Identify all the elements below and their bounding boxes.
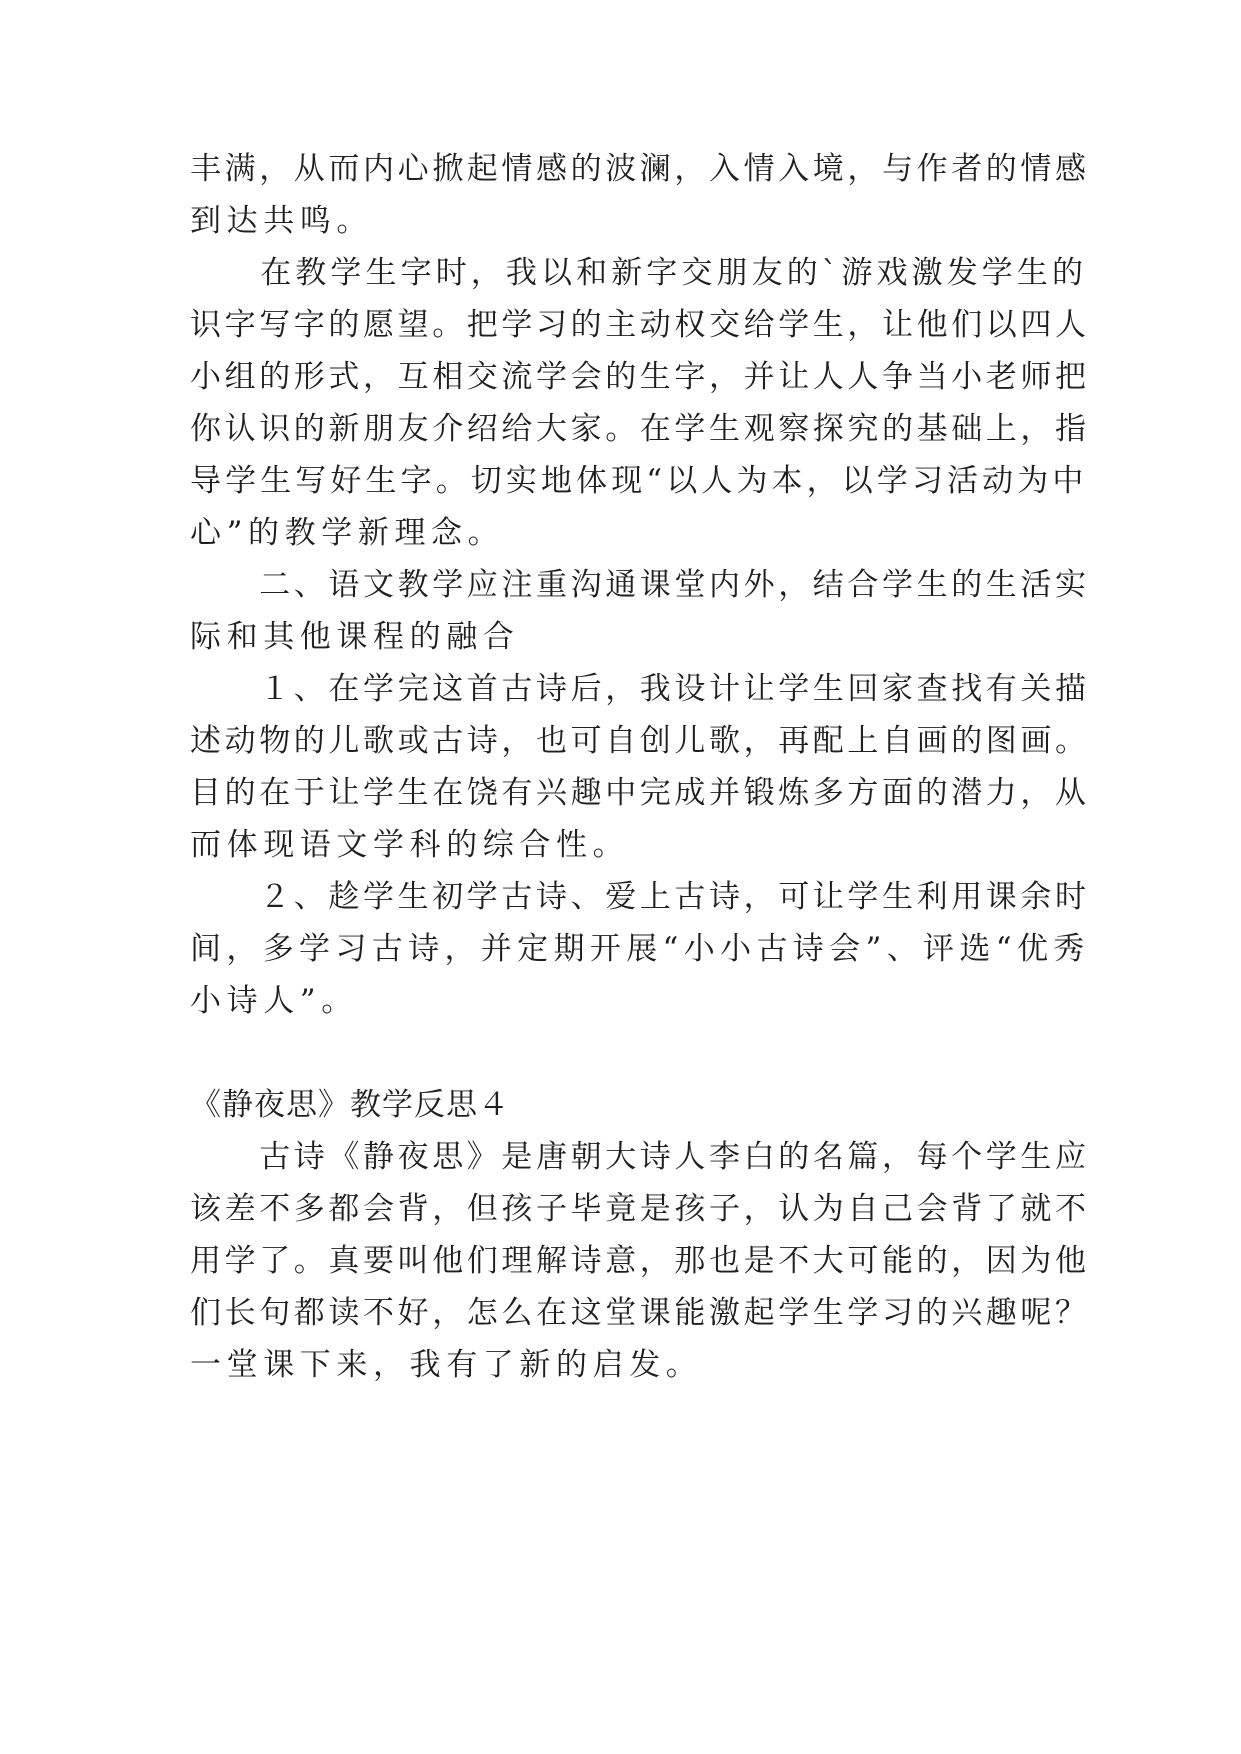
body-text-line: 小诗人”。 <box>190 983 358 1019</box>
body-text-line: ２、趁学生初学古诗、爱上古诗，可让学生利用课余时 <box>190 879 1090 915</box>
body-text-line: 小组的形式，互相交流学会的生字，并让人人争当小老师把 <box>190 359 1090 395</box>
body-text-line: 述动物的儿歌或古诗，也可自创儿歌，再配上自画的图画。 <box>190 723 1090 759</box>
body-text-line: 目的在于让学生在饶有兴趣中完成并锻炼多方面的潜力，从 <box>190 775 1090 811</box>
section-heading: 《静夜思》教学反思４ <box>190 1087 510 1123</box>
body-text-line: 们长句都读不好，怎么在这堂课能激起学生学习的兴趣呢？ <box>190 1295 1090 1331</box>
body-text-line: 丰满，从而内心掀起情感的波澜，入情入境，与作者的情感 <box>190 151 1090 187</box>
body-text-line: 间，多学习古诗，并定期开展“小小古诗会”、评选“优秀 <box>190 931 1090 967</box>
body-text-line: 心”的教学新理念。 <box>190 515 505 551</box>
body-text-line: 导学生写好生字。切实地体现“以人为本，以学习活动为中 <box>190 463 1088 499</box>
body-text-line: 到达共鸣。 <box>190 203 373 239</box>
body-text-line: 你认识的新朋友介绍给大家。在学生观察探究的基础上，指 <box>190 411 1090 447</box>
body-text-line: 二、语文教学应注重沟通课堂内外，结合学生的生活实 <box>190 567 1090 603</box>
body-text-line: １、在学完这首古诗后，我设计让学生回家查找有关描 <box>190 671 1090 707</box>
body-text-line: 一堂课下来，我有了新的启发。 <box>190 1347 703 1383</box>
body-text-line: 用学了。真要叫他们理解诗意，那也是不大可能的，因为他 <box>190 1243 1090 1279</box>
body-text-line: 古诗《静夜思》是唐朝大诗人李白的名篇，每个学生应 <box>190 1139 1090 1175</box>
body-text-line: 际和其他课程的融合 <box>190 619 520 655</box>
body-text-line: 而体现语文学科的综合性。 <box>190 827 630 863</box>
body-text-line: 在教学生字时，我以和新字交朋友的`游戏激发学生的 <box>190 255 1088 291</box>
body-text-line: 该差不多都会背，但孩子毕竟是孩子，认为自己会背了就不 <box>190 1191 1090 1227</box>
body-text-line: 识字写字的愿望。把学习的主动权交给学生，让他们以四人 <box>190 307 1090 343</box>
